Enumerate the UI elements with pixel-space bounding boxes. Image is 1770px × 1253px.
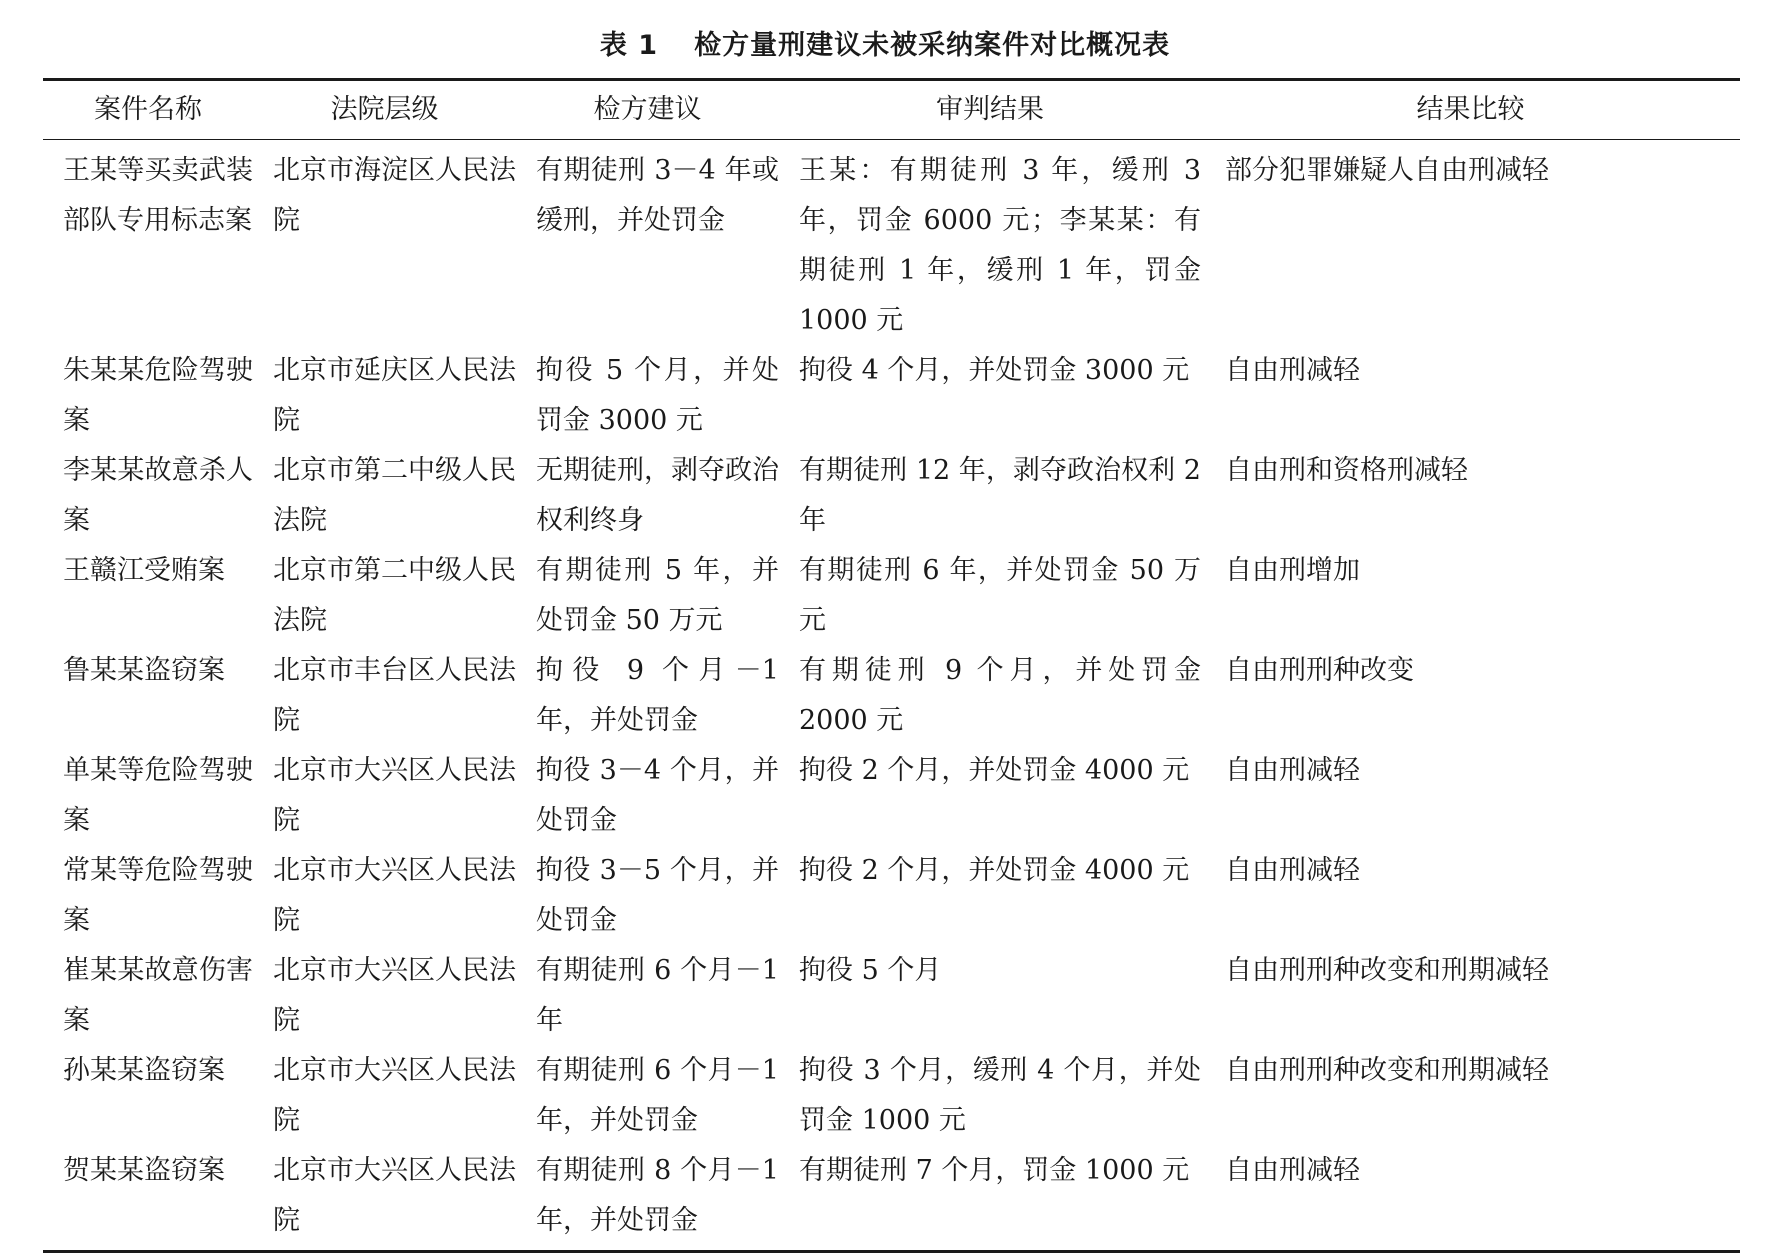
court-level-cell: 北京市大兴区人民法院 <box>273 1155 516 1236</box>
comparison-cell: 自由刑减轻 <box>1225 1155 1360 1186</box>
comparison-cell: 自由刑和资格刑减轻 <box>1225 455 1468 486</box>
recommendation-cell: 拘役 3－5 个月，并处罚金 <box>536 855 779 936</box>
comparison-cell: 自由刑增加 <box>1225 555 1360 586</box>
case-name-cell: 李某某故意杀人案 <box>63 455 253 536</box>
comparison-cell: 自由刑刑种改变和刑期减轻 <box>1225 955 1549 986</box>
header-trial-result: 审判结果 <box>779 80 1201 140</box>
case-name-cell: 孙某某盗窃案 <box>63 1055 225 1086</box>
recommendation-cell: 拘役 3－4 个月，并处罚金 <box>536 755 779 836</box>
comparison-cell: 自由刑减轻 <box>1225 355 1360 386</box>
table-row <box>43 446 1740 546</box>
table-row <box>43 646 1740 746</box>
table-number: 表 1 <box>599 30 659 61</box>
court-level-cell: 北京市大兴区人民法院 <box>273 855 516 936</box>
header-result-comparison: 结果比较 <box>1201 80 1740 140</box>
table-title: 检方量刑建议未被采纳案件对比概况表 <box>694 30 1171 61</box>
case-name-cell: 王某等买卖武装部队专用标志案 <box>63 155 253 236</box>
comparison-cell: 部分犯罪嫌疑人自由刑减轻 <box>1225 155 1549 186</box>
case-name-cell: 常某等危险驾驶案 <box>63 855 253 936</box>
case-name-cell: 崔某某故意伤害案 <box>63 955 253 1036</box>
recommendation-cell: 拘役 9 个月－1 年，并处罚金 <box>536 655 779 736</box>
table-row <box>43 946 1740 1046</box>
recommendation-cell: 有期徒刑 6 个月－1 年 <box>536 955 779 1036</box>
header-row <box>43 80 1740 140</box>
table-row <box>43 140 1740 347</box>
trial-result-cell: 有期徒刑 7 个月，罚金 1000 元 <box>799 1155 1190 1186</box>
case-name-cell: 王赣江受贿案 <box>63 555 225 586</box>
court-level-cell: 北京市第二中级人民法院 <box>273 555 516 636</box>
comparison-cell: 自由刑刑种改变 <box>1225 655 1414 686</box>
trial-result-cell: 拘役 2 个月，并处罚金 4000 元 <box>799 855 1190 886</box>
recommendation-cell: 有期徒刑 6 个月－1 年，并处罚金 <box>536 1055 779 1136</box>
table-row <box>43 846 1740 946</box>
comparison-cell: 自由刑刑种改变和刑期减轻 <box>1225 1055 1549 1086</box>
table-caption <box>0 28 1770 64</box>
trial-result-cell: 有期徒刑 6 年，并处罚金 50 万元 <box>799 555 1201 636</box>
table-row <box>43 546 1740 646</box>
header-prosecution-recommendation: 检方建议 <box>516 80 779 140</box>
case-name-cell: 鲁某某盗窃案 <box>63 655 225 686</box>
header-case-name: 案件名称 <box>43 80 253 140</box>
court-level-cell: 北京市海淀区人民法院 <box>273 155 516 236</box>
court-level-cell: 北京市大兴区人民法院 <box>273 1055 516 1136</box>
court-level-cell: 北京市延庆区人民法院 <box>273 355 516 436</box>
table-row <box>43 1046 1740 1146</box>
comparison-cell: 自由刑减轻 <box>1225 755 1360 786</box>
court-level-cell: 北京市大兴区人民法院 <box>273 955 516 1036</box>
recommendation-cell: 拘役 5 个月，并处罚金 3000 元 <box>536 355 779 436</box>
trial-result-cell: 拘役 3 个月，缓刑 4 个月，并处罚金 1000 元 <box>799 1055 1201 1136</box>
recommendation-cell: 有期徒刑 8 个月－1 年，并处罚金 <box>536 1155 779 1236</box>
trial-result-cell: 拘役 2 个月，并处罚金 4000 元 <box>799 755 1190 786</box>
header-court-level: 法院层级 <box>253 80 516 140</box>
trial-result-cell: 拘役 4 个月，并处罚金 3000 元 <box>799 355 1190 386</box>
court-level-cell: 北京市丰台区人民法院 <box>273 655 516 736</box>
comparison-cell: 自由刑减轻 <box>1225 855 1360 886</box>
trial-result-cell: 有期徒刑 9 个月，并处罚金 2000 元 <box>799 655 1201 736</box>
recommendation-cell: 无期徒刑，剥夺政治权利终身 <box>536 455 779 536</box>
case-name-cell: 单某等危险驾驶案 <box>63 755 253 836</box>
table-body <box>43 140 1740 1252</box>
recommendation-cell: 有期徒刑 5 年，并处罚金 50 万元 <box>536 555 779 636</box>
court-level-cell: 北京市第二中级人民法院 <box>273 455 516 536</box>
trial-result-cell: 拘役 5 个月 <box>799 955 942 986</box>
trial-result-cell: 王某：有期徒刑 3 年，缓刑 3 年，罚金 6000 元；李某某：有期徒刑 1 年，缓刑 1 年，罚金 1000 元 <box>799 155 1201 336</box>
table-row <box>43 746 1740 846</box>
trial-result-cell: 有期徒刑 12 年，剥夺政治权利 2 年 <box>799 455 1201 536</box>
court-level-cell: 北京市大兴区人民法院 <box>273 755 516 836</box>
case-comparison-table <box>43 78 1740 1253</box>
table-row <box>43 346 1740 446</box>
recommendation-cell: 有期徒刑 3－4 年或缓刑，并处罚金 <box>536 155 779 236</box>
case-name-cell: 贺某某盗窃案 <box>63 1155 225 1186</box>
case-name-cell: 朱某某危险驾驶案 <box>63 355 253 436</box>
